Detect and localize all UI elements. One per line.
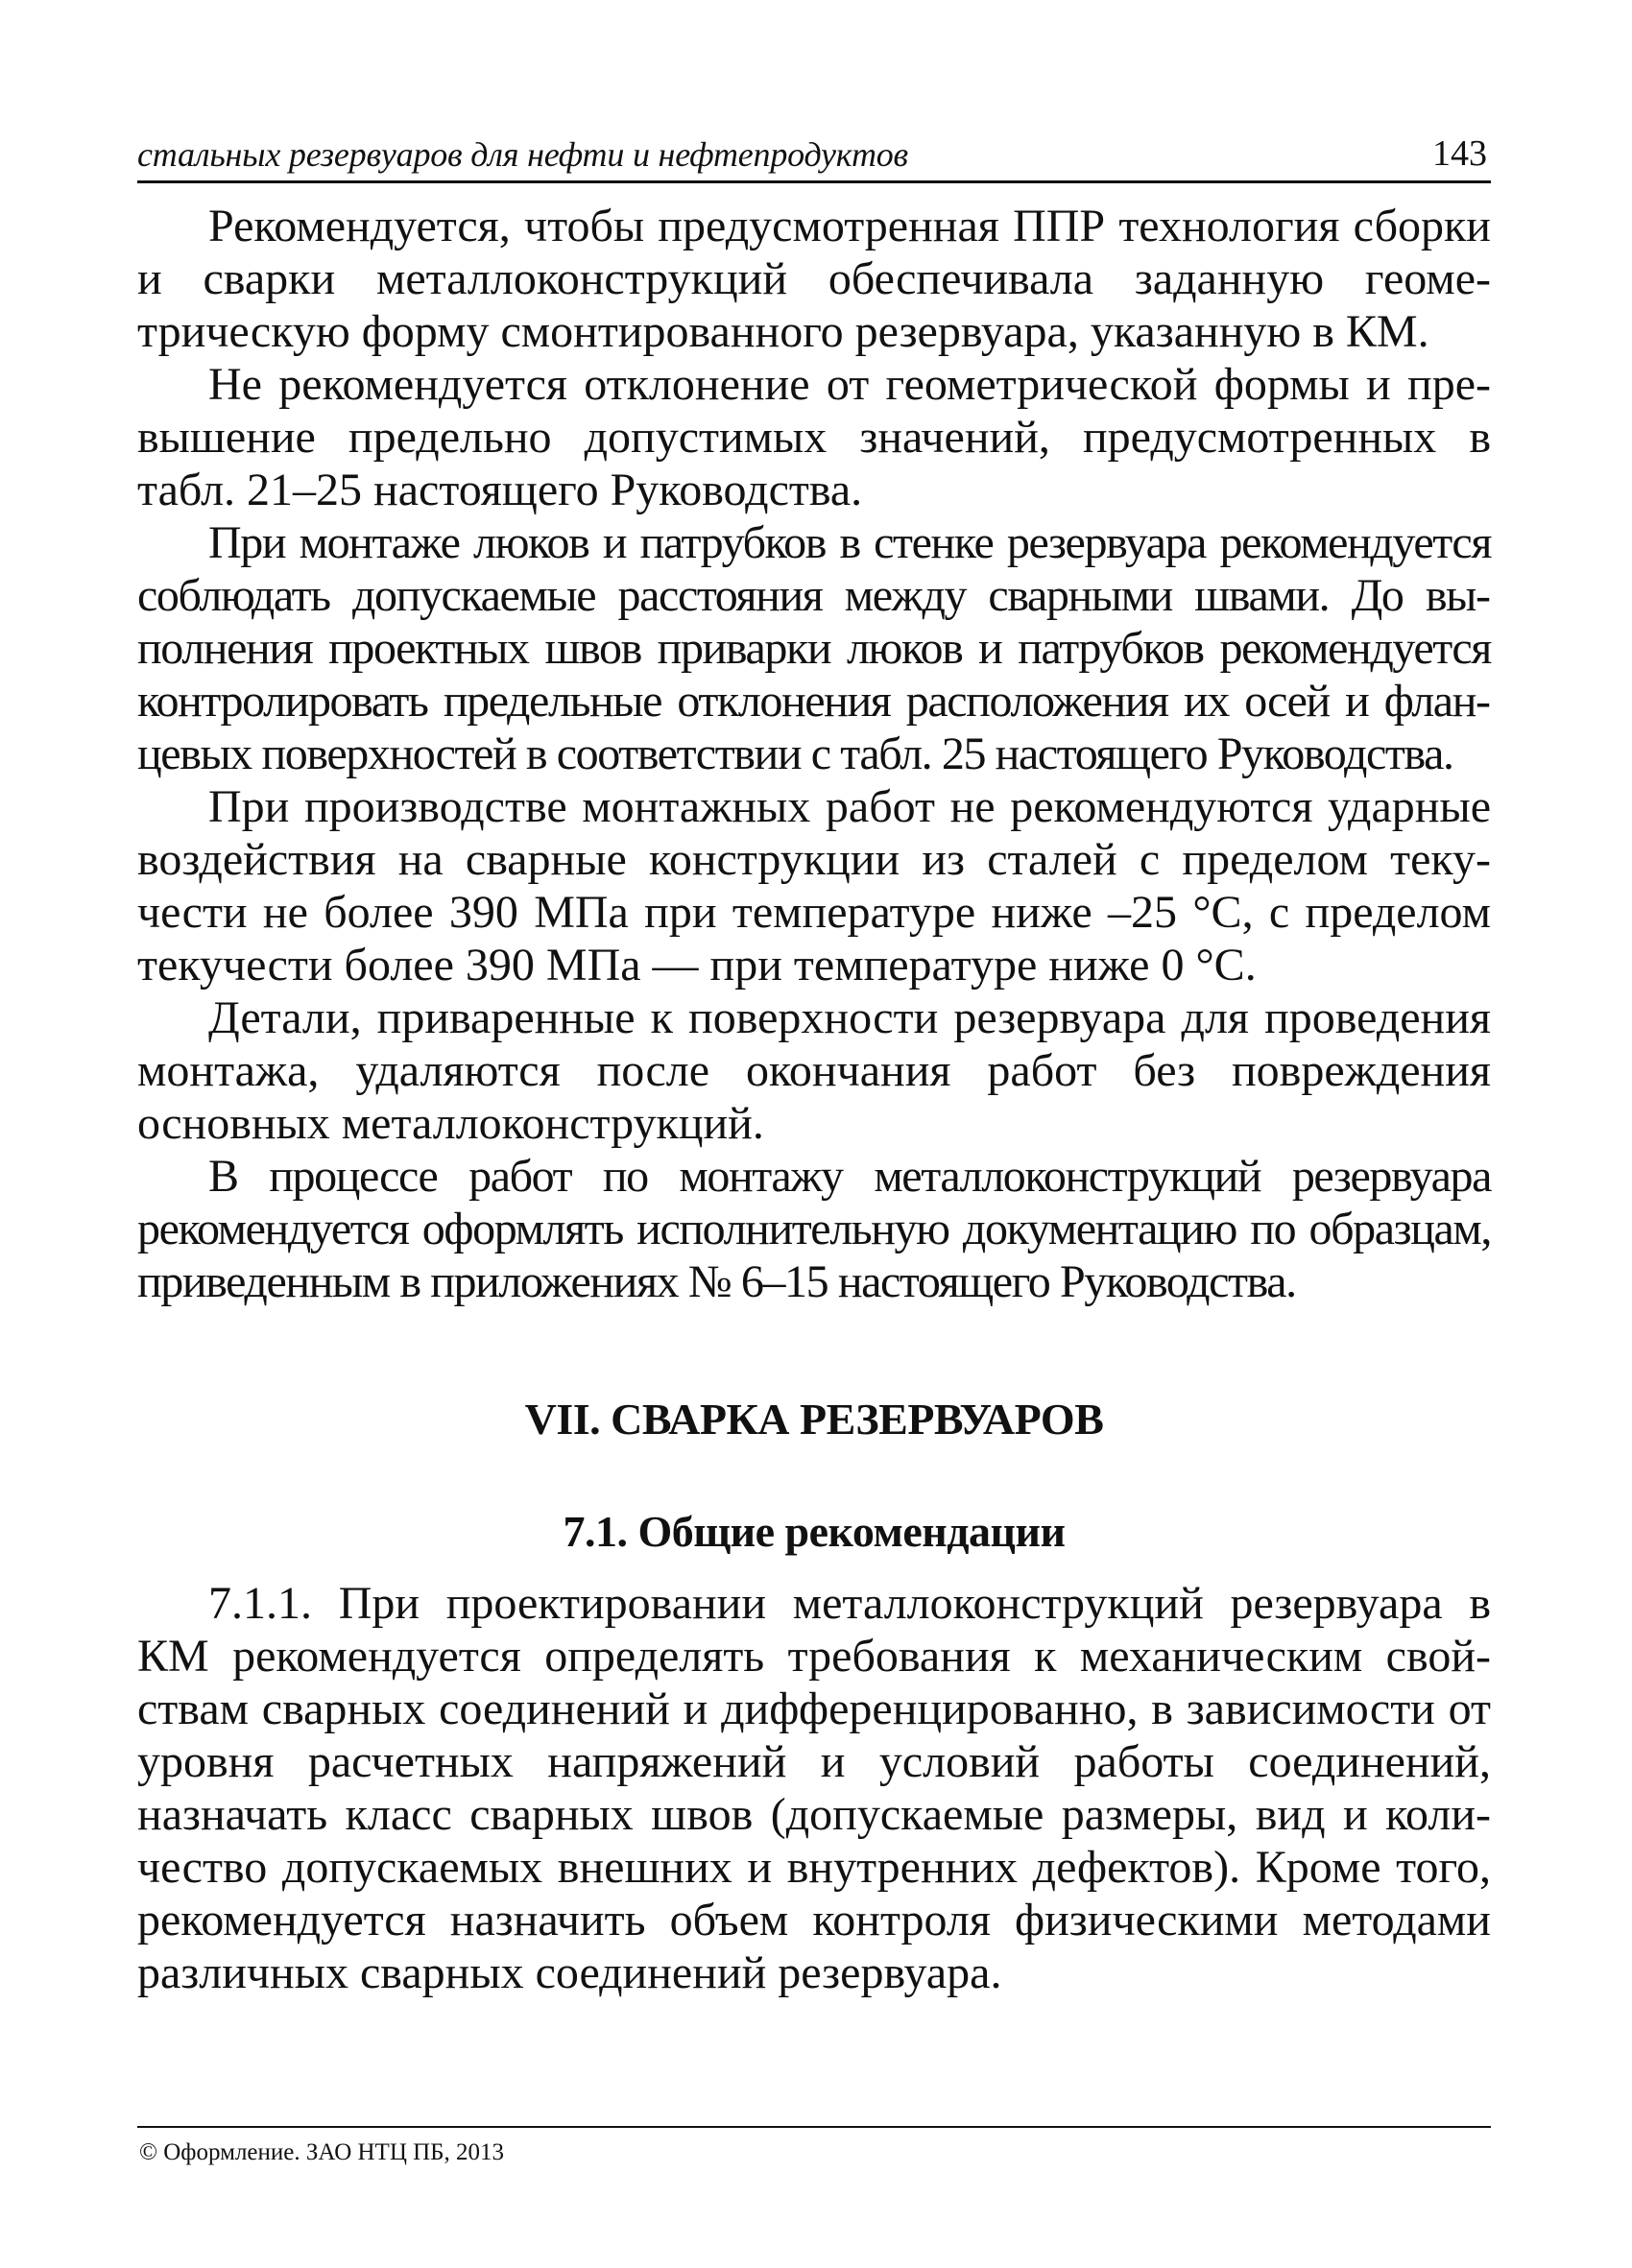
paragraph: 7.1.1. При проектировании металлоконструкций резервуара в КМ рекомендуется определять требования к механическим свойствам сварных соединений и дифференцированно, в зависимости от уровня расчетных напряжений и условий работы соединений, назначать класс сварных швов (допускаемые размеры, вид и количество допускаемых внешних и внутренних дефектов). Кроме того, рекомендуется назначить объем контроля физическими методами различных сварных соединений резервуара. xyxy=(137,1578,1491,1998)
running-title: стальных резервуаров для нефти и нефтепродуктов xyxy=(137,135,908,174)
paragraph: При производстве монтажных работ не рекомендуются ударные воздействия на сварные конструкции из сталей с пределом текучести не более 390 МПа при температуре ниже –25 °С, с пределом текучести более 390 МПа — при температуре ниже 0 °С. xyxy=(137,781,1491,991)
paragraph: При монтаже люков и патрубков в стенке резервуара рекомендуется соблюдать допускаемые расстояния между сварными швами. До выполнения проектных швов приварки люков и патрубков рекомендуется контролировать предельные отклонения расположения их осей и фланцевых поверхностей в соответствии с табл. 25 настоящего Руководства. xyxy=(137,517,1491,779)
page-number: 143 xyxy=(1432,133,1487,174)
paragraph: В процессе работ по монтажу металлоконструкций резервуара рекомендуется оформлять исполнительную документацию по образцам, приведенным в приложениях № 6–15 настоящего Руководства. xyxy=(137,1151,1491,1307)
document-body xyxy=(137,200,1491,1999)
running-header xyxy=(137,132,1491,183)
document-page xyxy=(137,0,1491,2268)
paragraph: Детали, приваренные к поверхности резервуара для проведения монтажа, удаляются после окончания работ без повреждения основных металлоконструкций. xyxy=(137,992,1491,1149)
subsection-heading: 7.1. Общие рекомендации xyxy=(563,1507,1066,1556)
paragraph: Не рекомендуется отклонение от геометрической формы и превышение предельно допустимых значений, предусмотренных в табл. 21–25 настоящего Руководства. xyxy=(137,359,1491,515)
page-footer xyxy=(137,2126,1491,2165)
section-heading: VII. СВАРКА РЕЗЕРВУАРОВ xyxy=(524,1395,1104,1444)
copyright-notice: © Оформление. ЗАО НТЦ ПБ, 2013 xyxy=(139,2139,505,2165)
paragraph: Рекомендуется, чтобы предусмотренная ППР технология сборки и сварки металлоконструкций обеспечивала заданную геометрическую форму смонтированного резервуара, указанную в КМ. xyxy=(137,201,1491,357)
